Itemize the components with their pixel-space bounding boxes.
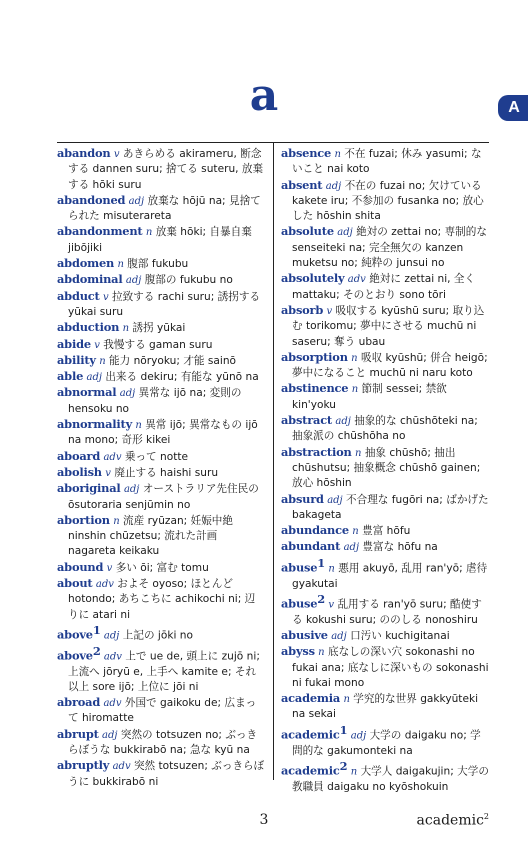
running-head <box>417 812 489 829</box>
headword: aboard <box>57 448 101 463</box>
part-of-speech: v <box>328 599 335 611</box>
dictionary-entry <box>57 417 265 449</box>
definition: 抽象的な chūshōteki na; 抽象派の chūshōha no <box>292 415 478 443</box>
definition: 抽象 chūshō; 抽出 chūshutsu; 抽象概念 chūshō gainen; 放心 hōshin <box>292 446 481 490</box>
headword: abandoned <box>57 192 126 207</box>
definition: 不合理な fugōri na; ばかげた bakageta <box>292 493 489 521</box>
definition: 突然の totsuzen no; ぶっきらぼうな bukkirabō na; 急な kyū na <box>68 728 258 757</box>
part-of-speech: n <box>145 227 153 239</box>
headword: absolute <box>281 224 334 239</box>
headword: abnormal <box>57 385 117 400</box>
definition: あきらめる akirameru, 断念する dannen suru; 捨てる suteru, 放棄する hōki suru <box>68 148 264 191</box>
part-of-speech: n <box>328 563 335 575</box>
definition: 吸収する kyūshū suru; 取り込む torikomu; 夢中にさせる muchū ni saseru; 奪う ubau <box>292 304 485 348</box>
headword: abdomen <box>57 256 115 271</box>
headword: aboriginal <box>57 481 121 496</box>
section-letter: a <box>249 70 279 121</box>
headword: abandonment <box>57 224 143 239</box>
homograph-number: 2 <box>339 758 348 773</box>
dictionary-entry <box>281 303 489 350</box>
dictionary-entry <box>57 193 265 225</box>
definition: 出来る dekiru; 有能な yūnō na <box>105 371 259 384</box>
dictionary-entry <box>57 256 265 272</box>
headword: absent <box>281 177 323 192</box>
headword: absorption <box>281 349 348 364</box>
dictionary-entry <box>281 178 489 225</box>
dictionary-entry <box>281 413 489 445</box>
headword: abound <box>57 559 104 574</box>
headword: abide <box>57 336 91 351</box>
dictionary-entry <box>281 592 489 628</box>
definition: 廃止する haishi suru <box>114 466 219 479</box>
part-of-speech: v <box>326 305 333 317</box>
definition: 豊富 hōfu <box>362 525 411 538</box>
part-of-speech: v <box>94 339 100 351</box>
dictionary-entry <box>57 576 265 623</box>
headword: academia <box>281 691 341 706</box>
part-of-speech: n <box>113 515 120 527</box>
definition: 腹部の fukubu no <box>144 274 233 287</box>
part-of-speech: adj <box>343 542 360 554</box>
homograph-number: 2 <box>92 643 101 658</box>
part-of-speech: adj <box>331 630 347 642</box>
definition: 異常 ijō; 異常なもの ijō na mono; 奇形 kikei <box>68 419 258 447</box>
part-of-speech: adj <box>128 195 145 207</box>
dictionary-entry <box>281 271 489 303</box>
definition: 上で ue de, 頭上に zujō ni; 上流へ jōryū e, 上手へ kamite e; それ以上 sore ijō; 上位に jōi ni <box>68 650 260 693</box>
part-of-speech: v <box>102 291 109 303</box>
dictionary-entry <box>57 320 265 336</box>
definition: 豊富な hōfu na <box>362 541 438 554</box>
dictionary-entry <box>281 723 489 759</box>
definition: 放棄 hōki; 自暴自棄 jibōjiki <box>68 226 252 254</box>
running-head-sup: 2 <box>483 812 489 821</box>
headword: abyss <box>281 644 315 659</box>
dictionary-entry <box>57 337 265 353</box>
homograph-number: 2 <box>317 591 326 606</box>
headword: abduction <box>57 320 120 335</box>
part-of-speech: adj <box>123 484 140 496</box>
dictionary-entry <box>57 272 265 288</box>
definition: 上記の jōki no <box>122 629 193 642</box>
part-of-speech: n <box>354 447 362 459</box>
part-of-speech: n <box>117 259 124 271</box>
dictionary-entry <box>281 445 489 492</box>
headword: abundance <box>281 523 349 538</box>
dictionary-entry <box>281 628 489 644</box>
dictionary-entry <box>57 513 265 560</box>
headword: abolish <box>57 464 102 479</box>
column-divider <box>273 143 274 780</box>
part-of-speech: n <box>343 694 350 706</box>
part-of-speech: n <box>318 647 325 659</box>
page-number: 3 <box>259 812 269 828</box>
homograph-number: 1 <box>92 622 101 637</box>
definition: 底なしの深い穴 sokonashi no fukai ana; 底なしに深いもの sokonashi ni fukai mono <box>292 646 489 689</box>
definition: オーストラリア先住民の ōsutoraria senjūmin no <box>68 483 259 511</box>
dictionary-entry <box>57 369 265 385</box>
headword: absolutely <box>281 271 345 286</box>
running-head-word: academic <box>416 812 484 829</box>
part-of-speech: n <box>135 420 142 432</box>
part-of-speech: adv <box>112 761 131 773</box>
dictionary-entry <box>281 556 489 592</box>
dictionary-entry <box>281 381 489 413</box>
dictionary-entry <box>281 224 489 271</box>
dictionary-entry <box>281 759 489 795</box>
part-of-speech: adj <box>119 388 136 400</box>
part-of-speech: n <box>99 355 106 367</box>
homograph-number: 1 <box>317 555 326 570</box>
definition: 乗って notte <box>124 450 189 463</box>
definition: 異常な ijō na; 変則の hensoku no <box>68 387 242 415</box>
definition: 悪用 akuyō, 乱用 ran'yō; 虐待 gyakutai <box>292 562 488 590</box>
headword: abuse <box>281 596 318 611</box>
dictionary-entry <box>57 449 265 465</box>
headword: abstract <box>281 413 332 428</box>
definition: 絶対に zettai ni, 全く mattaku; そのとおり sono tōri <box>292 273 476 301</box>
headword: academic <box>281 727 340 742</box>
definition: 吸収 kyūshū; 併合 heigō; 夢中になること muchū ni naru koto <box>292 351 488 380</box>
part-of-speech: n <box>122 323 130 335</box>
headword: able <box>57 369 84 384</box>
definition: 腹部 fukubu <box>127 258 189 271</box>
part-of-speech: adj <box>102 729 118 741</box>
part-of-speech: adj <box>350 730 367 742</box>
dictionary-entry <box>57 289 265 321</box>
headword: abroad <box>57 695 101 710</box>
dictionary-entry <box>281 691 489 723</box>
headword: abnormality <box>57 417 132 432</box>
dictionary-entry <box>281 350 489 382</box>
part-of-speech: adj <box>337 227 353 239</box>
definition: 大学の daigaku no; 学問的な gakumonteki na <box>292 729 481 757</box>
definition: 能力 nōryoku; 才能 sainō <box>109 354 237 367</box>
right-column <box>281 146 489 795</box>
dictionary-entry <box>281 523 489 539</box>
dictionary-entry <box>57 644 265 695</box>
definition: 流産 ryūzan; 妊娠中絶 ninshin chūzetsu; 流れた計画 nagareta keikaku <box>68 514 233 558</box>
definition: 学究的な世界 gakkyūteki na sekai <box>292 693 479 721</box>
part-of-speech: n <box>350 766 358 778</box>
part-of-speech: adj <box>325 180 342 192</box>
part-of-speech: n <box>334 149 341 160</box>
headword: abruptly <box>57 758 110 773</box>
part-of-speech: adj <box>86 372 102 384</box>
headword: abortion <box>57 512 110 527</box>
dictionary-entry <box>57 695 265 727</box>
definition: 大学人 daigakujin; 大学の教職員 daigaku no kyōshokuin <box>292 765 489 793</box>
dictionary-entry <box>57 385 265 417</box>
dictionary-entry <box>57 481 265 513</box>
definition: 節制 sessei; 禁欲 kin'yoku <box>292 383 447 411</box>
dictionary-entry <box>57 224 265 256</box>
headword: academic <box>281 763 340 778</box>
dictionary-entry <box>57 146 265 193</box>
dictionary-entry <box>281 492 489 524</box>
part-of-speech: n <box>351 352 358 364</box>
headword: above <box>57 627 93 642</box>
dictionary-entry <box>57 353 265 369</box>
headword: abuse <box>281 560 318 575</box>
headword: ability <box>57 352 96 367</box>
headword: about <box>57 576 93 591</box>
headword: above <box>57 648 93 663</box>
left-column <box>57 146 265 790</box>
part-of-speech: n <box>352 526 359 538</box>
part-of-speech: v <box>113 149 120 160</box>
part-of-speech: adv <box>347 274 366 286</box>
definition: 誘拐 yūkai <box>132 322 186 335</box>
dictionary-entry <box>57 560 265 576</box>
definition: およそ oyoso; ほとんど hotondo; あちこちに achikochi ni; 辺りに atari ni <box>68 578 256 621</box>
part-of-speech: adj <box>125 275 142 287</box>
headword: abandon <box>57 146 111 160</box>
headword: absurd <box>281 491 324 506</box>
dictionary-entry <box>57 758 265 790</box>
definition: 突然 totsuzen; ぶっきらぼうに bukkirabō ni <box>68 760 265 788</box>
definition: 口汚い kuchigitanai <box>350 629 450 642</box>
part-of-speech: v <box>106 562 113 574</box>
dictionary-entry <box>57 727 265 759</box>
homograph-number: 1 <box>339 722 348 737</box>
part-of-speech: adv <box>103 651 122 663</box>
dictionary-entry <box>281 146 489 178</box>
part-of-speech: adj <box>103 630 120 642</box>
definition: 我慢する gaman suru <box>103 338 213 351</box>
definition: 拉致する rachi suru; 誘拐する yūkai suru <box>68 290 261 318</box>
headword: abusive <box>281 627 328 642</box>
definition: 乱用する ran'yō suru; 酷使する kokushi suru; ののしる nonoshiru <box>292 598 482 626</box>
thumb-index-tab: A <box>498 95 528 121</box>
dictionary-entry <box>281 644 489 691</box>
definition: 外国で gaikoku de; 広まって hiromatte <box>68 697 257 725</box>
definition: 不在 fuzai; 休み yasumi; ないこと nai koto <box>292 148 482 176</box>
headword: abrupt <box>57 726 99 741</box>
part-of-speech: adv <box>103 451 122 463</box>
dictionary-entry <box>57 465 265 481</box>
headword: abstinence <box>281 381 349 396</box>
headword: abstraction <box>281 444 352 459</box>
part-of-speech: v <box>105 467 111 479</box>
definition: 多い ōi; 富む tomu <box>115 561 209 574</box>
headword: abdominal <box>57 272 123 287</box>
headword: absence <box>281 146 332 160</box>
definition: 不在の fuzai no; 欠けている kakete iru; 不参加の fusanka no; 放心した hōshin shita <box>292 179 484 223</box>
dictionary-entry <box>281 539 489 555</box>
part-of-speech: adv <box>95 579 114 591</box>
definition: 絶対の zettai no; 専制的な senseiteki na; 完全無欠の kanzen muketsu no; 純粋の junsui no <box>292 226 487 270</box>
headword: absorb <box>281 302 324 317</box>
headword: abundant <box>281 539 341 554</box>
part-of-speech: adv <box>103 698 122 710</box>
definition: 放棄な hōjū na; 見捨てられた misuterareta <box>68 194 261 223</box>
part-of-speech: adj <box>335 416 351 428</box>
dictionary-entry <box>57 623 265 644</box>
part-of-speech: n <box>351 384 359 396</box>
headword: abduct <box>57 288 100 303</box>
part-of-speech: adj <box>327 494 343 506</box>
